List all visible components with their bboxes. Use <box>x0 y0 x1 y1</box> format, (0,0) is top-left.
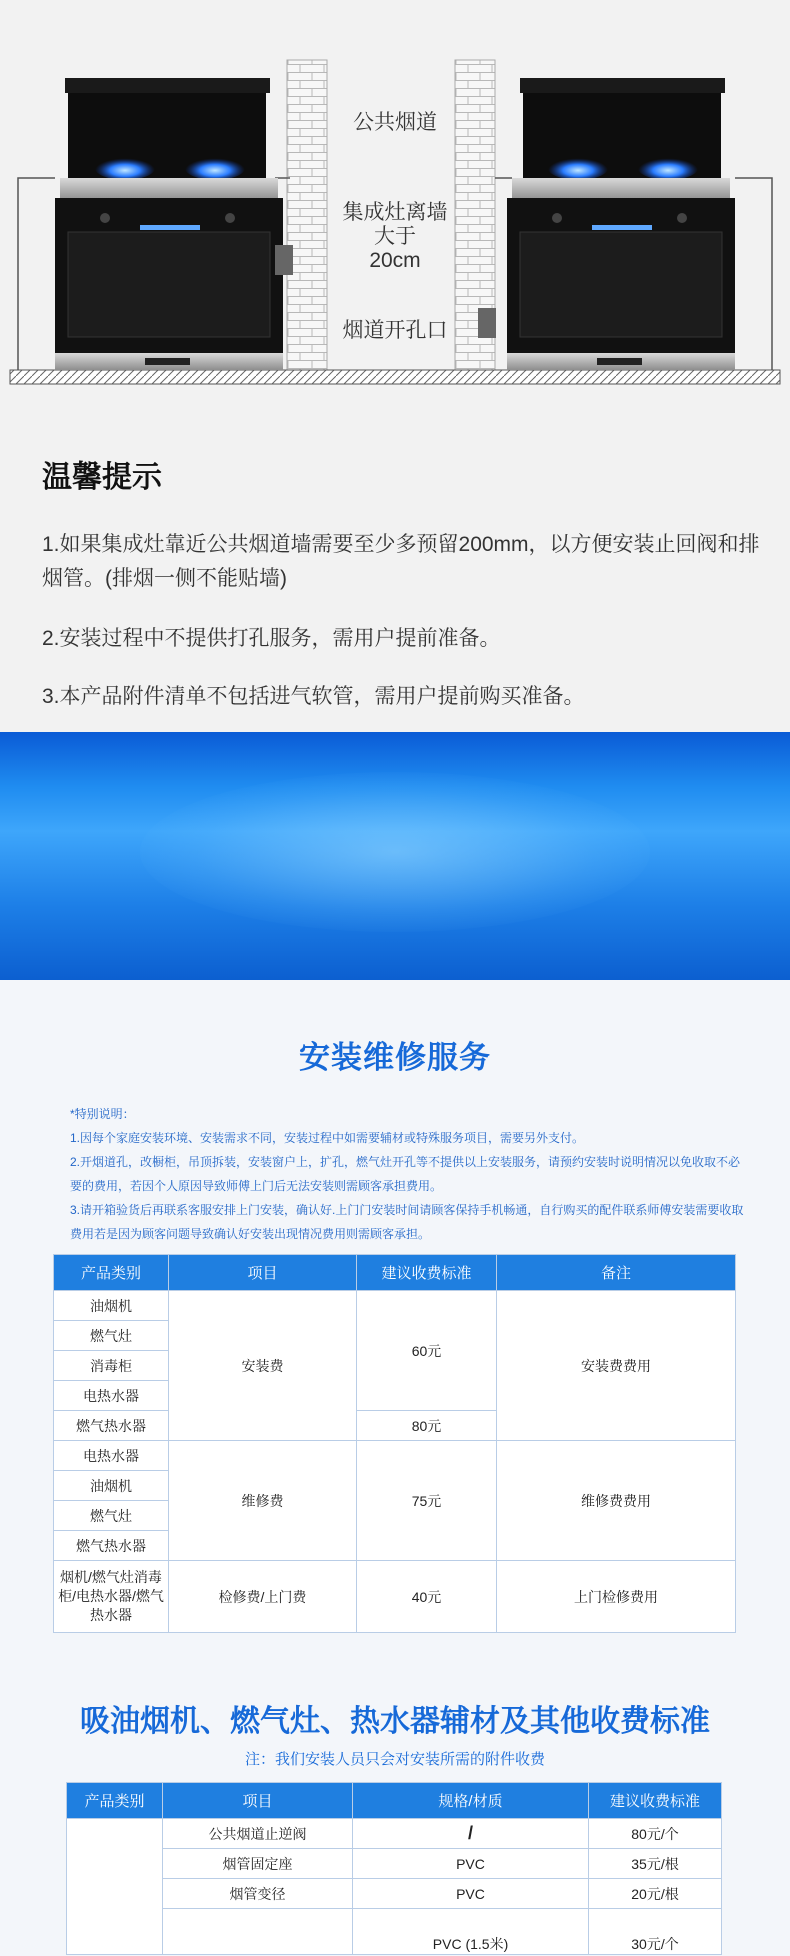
category-cell <box>67 1819 163 1955</box>
installation-diagram <box>0 0 790 410</box>
tips-section <box>0 410 790 732</box>
tip-item: 1.如果集成灶靠近公共烟道墙需要至少多预留200mm，以方便安装止回阀和排烟管。(排烟一侧不能贴墙) <box>42 533 760 590</box>
col-header: 建议收费标准 <box>589 1783 722 1819</box>
item-cell: 公共烟道止逆阀 <box>163 1819 353 1849</box>
note-item: 3.请开箱验货后再联系客服安排上门安装，确认好.上门门安装时间请顾客保持手机畅通，自行购买的配件联系师傅安装需要收取费用若是因为顾客问题导致确认好安装出现情况费用则需顾客承担。 <box>70 1203 744 1241</box>
spec-cell: PVC <box>353 1849 589 1879</box>
note-heading: *特别说明： <box>70 1107 135 1121</box>
spec-cell: PVC (1.5米) <box>353 1909 589 1955</box>
price-cell: 75元 <box>357 1441 497 1561</box>
item-cell: 检修费/上门费 <box>169 1561 357 1633</box>
service-section <box>0 980 790 1956</box>
note-cell: 安装费费用 <box>497 1291 736 1441</box>
category-cell: 燃气热水器 <box>54 1531 169 1561</box>
table-row <box>54 1561 736 1633</box>
table-row <box>67 1879 722 1909</box>
hole-label: 烟道开孔口 <box>342 319 448 342</box>
spec-cell: / <box>353 1819 589 1849</box>
item-cell: 烟管固定座 <box>163 1849 353 1879</box>
accessories-note: 注：我们安装人员只会对安装所需的附件收费 <box>244 1751 545 1768</box>
price-cell: 20元/根 <box>589 1879 722 1909</box>
category-cell: 油烟机 <box>54 1471 169 1501</box>
note-cell: 维修费费用 <box>497 1441 736 1561</box>
col-header: 项目 <box>163 1783 353 1819</box>
service-fee-table <box>53 1254 736 1633</box>
tip-item: 2.安装过程中不提供打孔服务，需用户提前准备。 <box>42 627 501 650</box>
accessories-title: 吸油烟机、燃气灶、热水器辅材及其他收费标准 <box>80 1705 710 1738</box>
category-cell: 油烟机 <box>54 1291 169 1321</box>
category-cell: 烟机/燃气灶消毒柜/电热水器/燃气热水器 <box>54 1561 169 1633</box>
flue-label: 公共烟道 <box>353 111 437 134</box>
table-row <box>54 1441 736 1471</box>
table-row <box>67 1849 722 1879</box>
tip-item: 3.本产品附件清单不包括进气软管，需用户提前购买准备。 <box>42 685 585 708</box>
col-header: 项目 <box>169 1255 357 1291</box>
blue-banner <box>0 732 790 980</box>
distance-label-line1: 集成灶离墙 <box>342 201 448 224</box>
item-cell: 维修费 <box>169 1441 357 1561</box>
distance-label-line2: 大于 <box>374 225 416 248</box>
price-cell: 40元 <box>357 1561 497 1633</box>
distance-label-line3: 20cm <box>369 249 421 272</box>
table-header-row <box>67 1783 722 1819</box>
col-header: 产品类别 <box>67 1783 163 1819</box>
spec-cell: PVC <box>353 1879 589 1909</box>
category-cell: 燃气热水器 <box>54 1411 169 1441</box>
left-integrated-stove <box>55 78 293 370</box>
col-header: 产品类别 <box>54 1255 169 1291</box>
note-item: 2.开烟道孔，改橱柜，吊顶拆装，安装窗户上，扩孔，燃气灶开孔等不提供以上安装服务，请预约安装时说明情况以免收取不必要的费用，若因个人原因导致师傅上门后无法安装则需顾客承担费用。 <box>70 1155 741 1193</box>
item-cell <box>163 1909 353 1955</box>
col-header: 建议收费标准 <box>357 1255 497 1291</box>
accessories-fee-table <box>66 1782 722 1955</box>
category-cell: 燃气灶 <box>54 1321 169 1351</box>
category-cell: 燃气灶 <box>54 1501 169 1531</box>
tips-title: 温馨提示 <box>42 461 162 494</box>
table-row <box>54 1291 736 1321</box>
table-row <box>67 1909 722 1955</box>
note-item: 1.因每个家庭安装环境、安装需求不同，安装过程中如需要辅材或特殊服务项目，需要另外支付。 <box>70 1131 585 1145</box>
banner-glow <box>140 772 650 932</box>
service-title: 安装维修服务 <box>299 1040 491 1075</box>
note-cell: 上门检修费用 <box>497 1561 736 1633</box>
price-cell: 60元 <box>357 1291 497 1411</box>
table-header-row <box>54 1255 736 1291</box>
right-integrated-stove <box>478 78 735 370</box>
item-cell: 安装费 <box>169 1291 357 1441</box>
special-notes <box>70 1102 750 1246</box>
price-cell: 80元 <box>357 1411 497 1441</box>
category-cell: 电热水器 <box>54 1441 169 1471</box>
price-cell: 35元/根 <box>589 1849 722 1879</box>
category-cell: 电热水器 <box>54 1381 169 1411</box>
col-header: 规格/材质 <box>353 1783 589 1819</box>
price-cell: 80元/个 <box>589 1819 722 1849</box>
price-cell: 30元/个 <box>589 1909 722 1955</box>
item-cell: 烟管变径 <box>163 1879 353 1909</box>
category-cell: 消毒柜 <box>54 1351 169 1381</box>
col-header: 备注 <box>497 1255 736 1291</box>
table-row <box>67 1819 722 1849</box>
